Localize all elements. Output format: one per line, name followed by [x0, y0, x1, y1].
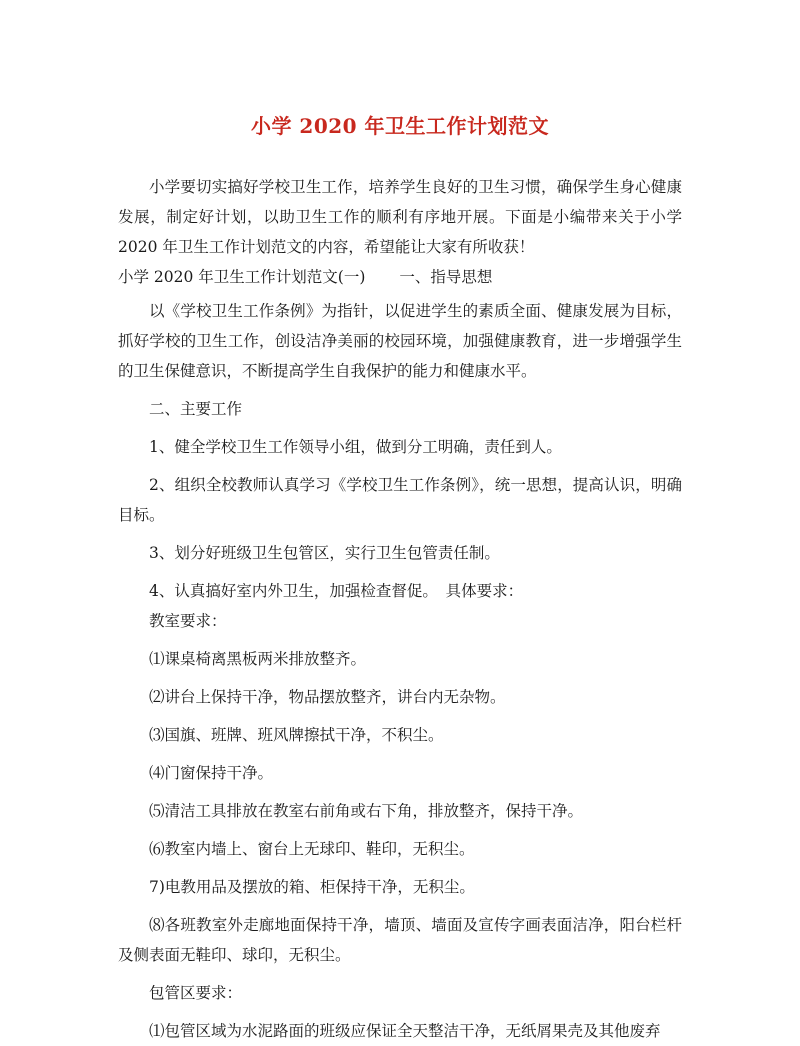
- document-title: 小学 2020 年卫生工作计划范文: [250, 114, 550, 138]
- classroom-item: ⑶国旗、班牌、班风牌擦拭干净，不积尘。: [149, 726, 444, 744]
- work-item: 4、认真搞好室内外卫生，加强检查督促。 具体要求：: [149, 582, 524, 600]
- classroom-item: ⑴课桌椅离黑板两米排放整齐。: [149, 650, 367, 668]
- section2-heading: 二、主要工作: [149, 400, 243, 418]
- classroom-item: ⑸清洁工具排放在教室右前角或右下角，排放整齐，保持干净。: [149, 802, 584, 820]
- classroom-item: ⑹教室内墙上、窗台上无球印、鞋印，无积尘。: [149, 840, 475, 858]
- area-heading: 包管区要求：: [149, 984, 243, 1002]
- classroom-item: ⑵讲台上保持干净，物品摆放整齐，讲台内无杂物。: [149, 688, 506, 706]
- classroom-heading: 教室要求：: [149, 612, 227, 630]
- classroom-item: ⑻各班教室外走廊地面保持干净，墙顶、墙面及宣传字画表面洁净，阳台栏杆及侧表面无鞋印、球印，无积尘。: [118, 916, 682, 964]
- work-item: 2、组织全校教师认真学习《学校卫生工作条例》，统一思想，提高认识，明确目标。: [118, 476, 682, 524]
- classroom-item: ⑷门窗保持干净。: [149, 764, 274, 782]
- subtitle-line: [118, 262, 682, 292]
- section1-heading: 一、指导思想: [399, 268, 493, 286]
- intro-paragraph: 小学要切实搞好学校卫生工作，培养学生良好的卫生习惯，确保学生身心健康发展，制定好计划，以助卫生工作的顺利有序地开展。下面是小编带来关于小学 2020 年卫生工作计划范文的内容，希望能让大家有所收获！: [118, 178, 682, 256]
- section1-paragraph: 以《学校卫生工作条例》为指针，以促进学生的素质全面、健康发展为目标，抓好学校的卫生工作，创设洁净美丽的校园环境，加强健康教育，进一步增强学生的卫生保健意识，不断提高学生自我保护的能力和健康水平。: [118, 302, 682, 380]
- work-item: 3、划分好班级卫生包管区，实行卫生包管责任制。: [149, 544, 500, 562]
- document-body: [118, 172, 682, 1046]
- subtitle: 小学 2020 年卫生工作计划范文(一): [118, 268, 366, 286]
- work-item: 1、健全学校卫生工作领导小组，做到分工明确，责任到人。: [149, 438, 562, 456]
- classroom-item: 7)电教用品及摆放的箱、柜保持干净，无积尘。: [149, 878, 475, 896]
- area-item: ⑴包管区域为水泥路面的班级应保证全天整洁干净，无纸屑果壳及其他废弃: [149, 1022, 661, 1040]
